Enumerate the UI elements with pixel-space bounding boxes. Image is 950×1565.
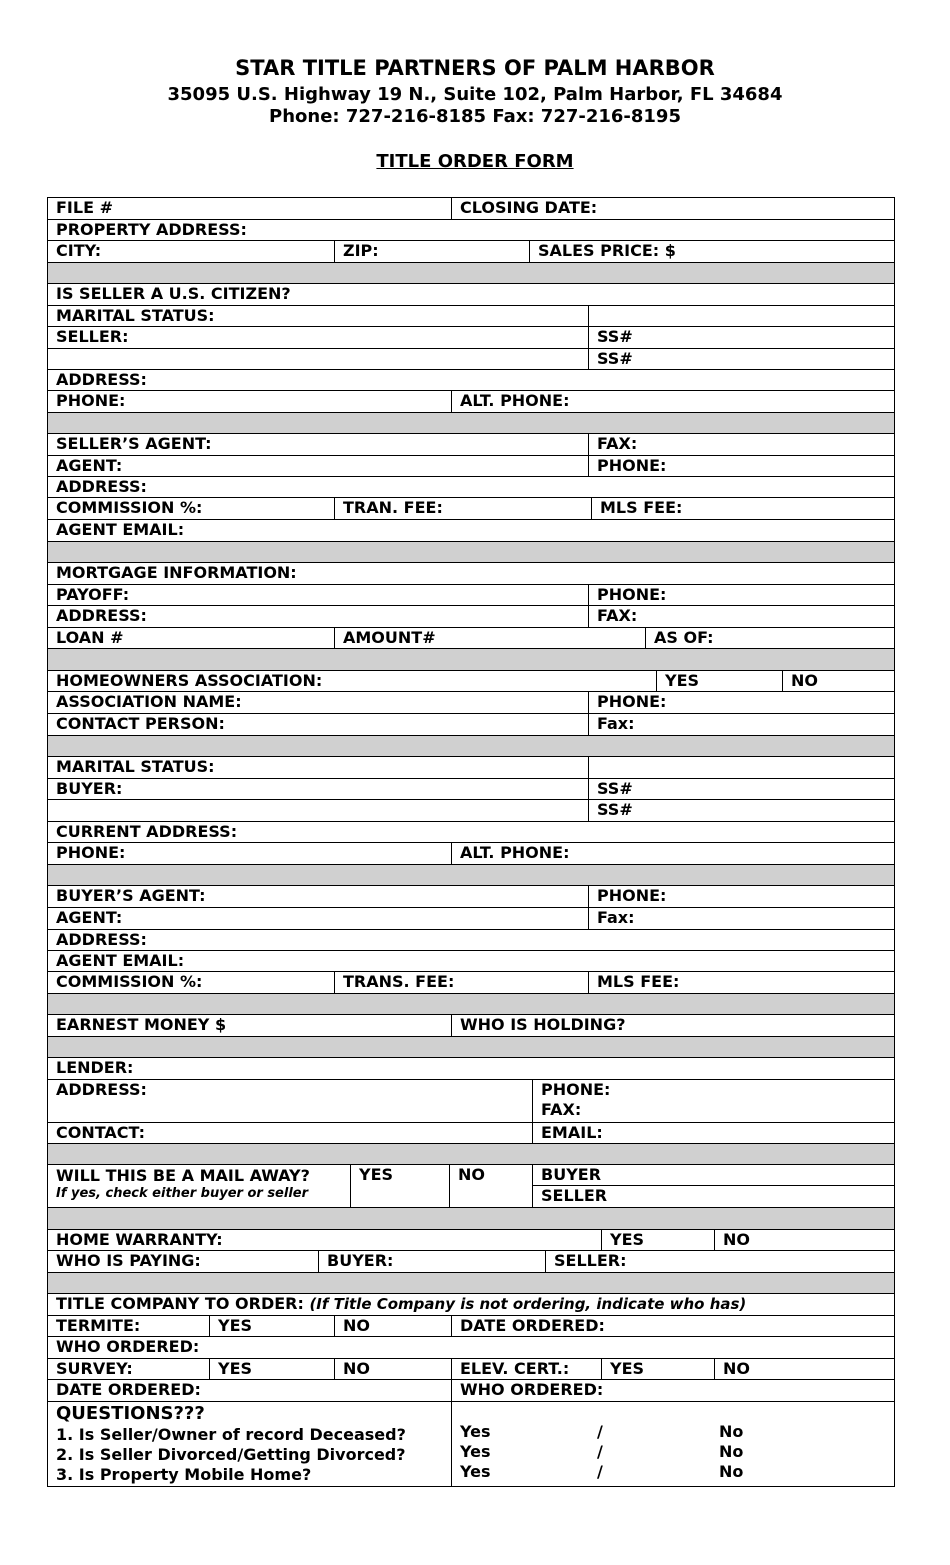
row-seller-agent-email <box>48 519 894 541</box>
seller-agent-tran-fee-field[interactable]: TRAN. FEE: <box>334 498 591 519</box>
elev-yes-option[interactable]: YES <box>601 1359 714 1379</box>
termite-date-ordered-field[interactable]: DATE ORDERED: <box>451 1316 894 1336</box>
row-buyer-marital <box>48 756 894 778</box>
row-loan <box>48 627 894 648</box>
row-citizen <box>48 283 894 305</box>
row-seller-agent-agent <box>48 455 894 476</box>
company-address: 35095 U.S. Highway 19 N., Suite 102, Palm Harbor, FL 34684 <box>167 84 783 105</box>
q2-separator: / <box>597 1442 603 1461</box>
buyer-agent-commission-field[interactable]: COMMISSION %: <box>56 972 203 991</box>
mortgage-info-field[interactable]: MORTGAGE INFORMATION: <box>56 563 297 582</box>
row-seller <box>48 326 894 348</box>
row-survey <box>48 1358 894 1379</box>
seller-agent-agent-field[interactable]: AGENT: <box>56 456 123 475</box>
seller-agent-email-field[interactable]: AGENT EMAIL: <box>56 520 185 539</box>
row-buyer-agent-address <box>48 929 894 950</box>
slash-column <box>597 1422 603 1482</box>
separator <box>48 1272 894 1293</box>
warranty-buyer-option[interactable]: BUYER: <box>318 1251 545 1272</box>
q1-yes-option[interactable]: Yes <box>460 1422 491 1441</box>
who-paying-field[interactable]: WHO IS PAYING: <box>56 1251 201 1270</box>
row-seller-phone <box>48 390 894 412</box>
row-mortgage-info <box>48 562 894 584</box>
mortgage-fax-field[interactable]: FAX: <box>588 606 894 627</box>
separator <box>48 864 894 885</box>
row-payoff <box>48 584 894 605</box>
row-lender-address <box>48 1079 894 1122</box>
row-title-company <box>48 1293 894 1315</box>
mail-away-note: If yes, check either buyer or seller <box>56 1186 309 1201</box>
lender-phone-field[interactable]: PHONE: <box>541 1080 611 1099</box>
row-lender-contact <box>48 1122 894 1143</box>
separator <box>48 1207 894 1229</box>
separator <box>48 993 894 1014</box>
question-3: 3. Is Property Mobile Home? <box>56 1465 312 1484</box>
separator <box>48 262 894 283</box>
row-property-address <box>48 219 894 240</box>
mail-away-question-cell <box>48 1165 350 1207</box>
seller-ss1-field[interactable]: SS# <box>588 327 894 348</box>
association-name-field[interactable]: ASSOCIATION NAME: <box>56 692 242 711</box>
row-buyer-agent <box>48 885 894 907</box>
mortgage-address-field[interactable]: ADDRESS: <box>56 606 147 625</box>
home-warranty-field[interactable]: HOME WARRANTY: <box>56 1230 223 1249</box>
buyer-agent-mls-fee-field[interactable]: MLS FEE: <box>588 972 894 993</box>
hoa-fax-field[interactable]: Fax: <box>588 714 894 735</box>
buyer-phone-field[interactable]: PHONE: <box>56 843 126 862</box>
city-field[interactable]: CITY: <box>56 241 102 260</box>
survey-field[interactable]: SURVEY: <box>56 1359 133 1378</box>
q3-yes-option[interactable]: Yes <box>460 1462 491 1481</box>
zip-field[interactable]: ZIP: <box>334 241 529 262</box>
questions-title: QUESTIONS??? <box>56 1403 205 1424</box>
questions-cell <box>48 1402 451 1487</box>
q3-no-option[interactable]: No <box>719 1462 744 1481</box>
mail-away-yes-option[interactable]: YES <box>350 1165 449 1207</box>
separator <box>48 412 894 433</box>
mortgage-phone-field[interactable]: PHONE: <box>588 585 894 605</box>
buyer-agent-agent-field[interactable]: AGENT: <box>56 908 123 927</box>
row-buyer-2 <box>48 799 894 821</box>
amount-field[interactable]: AMOUNT# <box>334 628 645 648</box>
warranty-no-option[interactable]: NO <box>714 1230 894 1250</box>
termite-field[interactable]: TERMITE: <box>56 1316 141 1335</box>
loan-field[interactable]: LOAN # <box>56 628 124 647</box>
termite-no-option[interactable]: NO <box>334 1316 451 1336</box>
payoff-field[interactable]: PAYOFF: <box>56 585 130 604</box>
row-file <box>48 198 894 219</box>
elev-cert-field[interactable]: ELEV. CERT.: <box>451 1359 601 1379</box>
title-company-label: TITLE COMPANY TO ORDER: <box>56 1294 304 1313</box>
question-2: 2. Is Seller Divorced/Getting Divorced? <box>56 1445 406 1464</box>
q1-separator: / <box>597 1422 603 1441</box>
buyer-marital-field[interactable]: MARITAL STATUS: <box>56 757 215 776</box>
seller-alt-phone-field[interactable]: ALT. PHONE: <box>451 391 894 412</box>
row-buyer-phone <box>48 842 894 864</box>
survey-yes-option[interactable]: YES <box>209 1359 334 1379</box>
lender-contact-field[interactable]: CONTACT: <box>56 1123 145 1142</box>
lender-field[interactable]: LENDER: <box>56 1058 134 1077</box>
buyer-agent-email-field[interactable]: AGENT EMAIL: <box>56 951 185 970</box>
separator <box>48 541 894 562</box>
mail-away-seller-option[interactable]: SELLER <box>541 1186 608 1205</box>
buyer-agent-address-field[interactable]: ADDRESS: <box>56 930 147 949</box>
row-buyer <box>48 778 894 799</box>
termite-who-ordered-field[interactable]: WHO ORDERED: <box>56 1337 200 1356</box>
answers-cell <box>451 1402 894 1487</box>
q2-yes-option[interactable]: Yes <box>460 1442 491 1461</box>
form-title: TITLE ORDER FORM <box>376 151 574 172</box>
row-survey-date <box>48 1379 894 1401</box>
warranty-seller-option[interactable]: SELLER: <box>545 1251 894 1272</box>
buyer-field[interactable]: BUYER: <box>56 779 123 798</box>
mail-away-question: WILL THIS BE A MAIL AWAY? <box>56 1166 310 1185</box>
row-buyer-agent-email <box>48 950 894 971</box>
row-association-name <box>48 691 894 713</box>
property-address-field[interactable]: PROPERTY ADDRESS: <box>56 220 247 239</box>
buyer-alt-phone-field[interactable]: ALT. PHONE: <box>451 843 894 864</box>
survey-date-ordered-field[interactable]: DATE ORDERED: <box>56 1380 201 1399</box>
buyer-2-field[interactable] <box>48 800 588 821</box>
mail-away-buyer-option[interactable]: BUYER <box>533 1165 894 1186</box>
separator <box>48 735 894 756</box>
buyer-agent-phone-field[interactable]: PHONE: <box>588 886 894 907</box>
elev-no-option[interactable]: NO <box>714 1359 894 1379</box>
lender-fax-field[interactable]: FAX: <box>541 1100 582 1119</box>
q1-no-option[interactable]: No <box>719 1422 744 1441</box>
row-questions <box>48 1401 894 1487</box>
row-mortgage-address <box>48 605 894 627</box>
termite-yes-option[interactable]: YES <box>209 1316 334 1336</box>
row-buyer-agent-commission <box>48 971 894 993</box>
row-city <box>48 240 894 262</box>
seller-ss2-field[interactable]: SS# <box>588 349 894 369</box>
lender-email-field[interactable]: EMAIL: <box>532 1123 894 1143</box>
seller-agent-commission-field[interactable]: COMMISSION %: <box>56 498 203 517</box>
row-termite <box>48 1315 894 1336</box>
row-mail-away <box>48 1164 894 1207</box>
title-company-note: (If Title Company is not ordering, indicate who has) <box>309 1295 747 1313</box>
lender-address-field[interactable]: ADDRESS: <box>56 1080 147 1099</box>
separator <box>48 648 894 670</box>
row-seller-agent <box>48 433 894 455</box>
row-home-warranty <box>48 1229 894 1250</box>
company-name: STAR TITLE PARTNERS OF PALM HARBOR <box>235 56 715 80</box>
row-who-ordered <box>48 1336 894 1358</box>
buyer-ss2-field[interactable]: SS# <box>588 800 894 821</box>
yes-column <box>460 1422 491 1482</box>
row-earnest <box>48 1014 894 1036</box>
closing-date-field[interactable]: CLOSING DATE: <box>451 198 894 219</box>
hoa-phone-field[interactable]: PHONE: <box>588 692 894 713</box>
seller-field[interactable]: SELLER: <box>56 327 129 346</box>
row-hoa <box>48 670 894 691</box>
row-current-address <box>48 821 894 842</box>
no-column <box>719 1422 743 1482</box>
seller-citizen-field[interactable]: IS SELLER A U.S. CITIZEN? <box>56 284 291 303</box>
hoa-yes-option[interactable]: YES <box>656 671 782 691</box>
separator <box>48 1143 894 1164</box>
seller-2-field[interactable] <box>48 349 588 369</box>
who-is-holding-field[interactable]: WHO IS HOLDING? <box>451 1015 894 1036</box>
q2-no-option[interactable]: No <box>719 1442 744 1461</box>
blank-cell[interactable] <box>588 757 894 778</box>
seller-agent-field[interactable]: SELLER’S AGENT: <box>56 434 212 453</box>
q3-separator: / <box>597 1462 603 1481</box>
seller-marital-field[interactable]: MARITAL STATUS: <box>56 306 215 325</box>
mail-away-party-cell <box>532 1165 894 1207</box>
row-lender <box>48 1057 894 1079</box>
mail-away-no-option[interactable]: NO <box>449 1165 532 1207</box>
warranty-yes-option[interactable]: YES <box>601 1230 714 1250</box>
buyer-current-address-field[interactable]: CURRENT ADDRESS: <box>56 822 238 841</box>
file-field[interactable]: FILE # <box>56 198 113 217</box>
earnest-money-field[interactable]: EARNEST MONEY $ <box>56 1015 227 1034</box>
seller-agent-fax-field[interactable]: FAX: <box>588 434 894 455</box>
row-seller-address <box>48 369 894 390</box>
row-seller-2 <box>48 348 894 369</box>
seller-address-field[interactable]: ADDRESS: <box>56 370 147 389</box>
sales-price-field[interactable]: SALES PRICE: $ <box>529 241 894 262</box>
row-contact-person <box>48 713 894 735</box>
row-seller-agent-address <box>48 476 894 497</box>
title-company-cell <box>48 1294 894 1315</box>
as-of-field[interactable]: AS OF: <box>645 628 894 648</box>
blank-cell[interactable] <box>588 306 894 326</box>
title-order-form <box>47 197 895 1487</box>
row-seller-agent-commission <box>48 497 894 519</box>
company-phone-fax: Phone: 727-216-8185 Fax: 727-216-8195 <box>269 106 681 127</box>
seller-agent-phone-field[interactable]: PHONE: <box>588 456 894 476</box>
seller-phone-field[interactable]: PHONE: <box>56 391 126 410</box>
lender-phone-fax-cell <box>532 1080 894 1122</box>
buyer-agent-fax-field[interactable]: Fax: <box>588 908 894 929</box>
hoa-field[interactable]: HOMEOWNERS ASSOCIATION: <box>56 671 323 690</box>
row-who-paying <box>48 1250 894 1272</box>
separator <box>48 1036 894 1057</box>
survey-no-option[interactable]: NO <box>334 1359 451 1379</box>
contact-person-field[interactable]: CONTACT PERSON: <box>56 714 225 733</box>
seller-agent-address-field[interactable]: ADDRESS: <box>56 477 147 496</box>
buyer-agent-field[interactable]: BUYER’S AGENT: <box>56 886 206 905</box>
row-buyer-agent-agent <box>48 907 894 929</box>
question-1: 1. Is Seller/Owner of record Deceased? <box>56 1425 406 1444</box>
buyer-ss1-field[interactable]: SS# <box>588 779 894 799</box>
survey-who-ordered-field[interactable]: WHO ORDERED: <box>451 1380 894 1401</box>
hoa-no-option[interactable]: NO <box>782 671 894 691</box>
row-seller-marital <box>48 305 894 326</box>
seller-agent-mls-fee-field[interactable]: MLS FEE: <box>591 498 894 519</box>
buyer-agent-trans-fee-field[interactable]: TRANS. FEE: <box>334 972 588 993</box>
